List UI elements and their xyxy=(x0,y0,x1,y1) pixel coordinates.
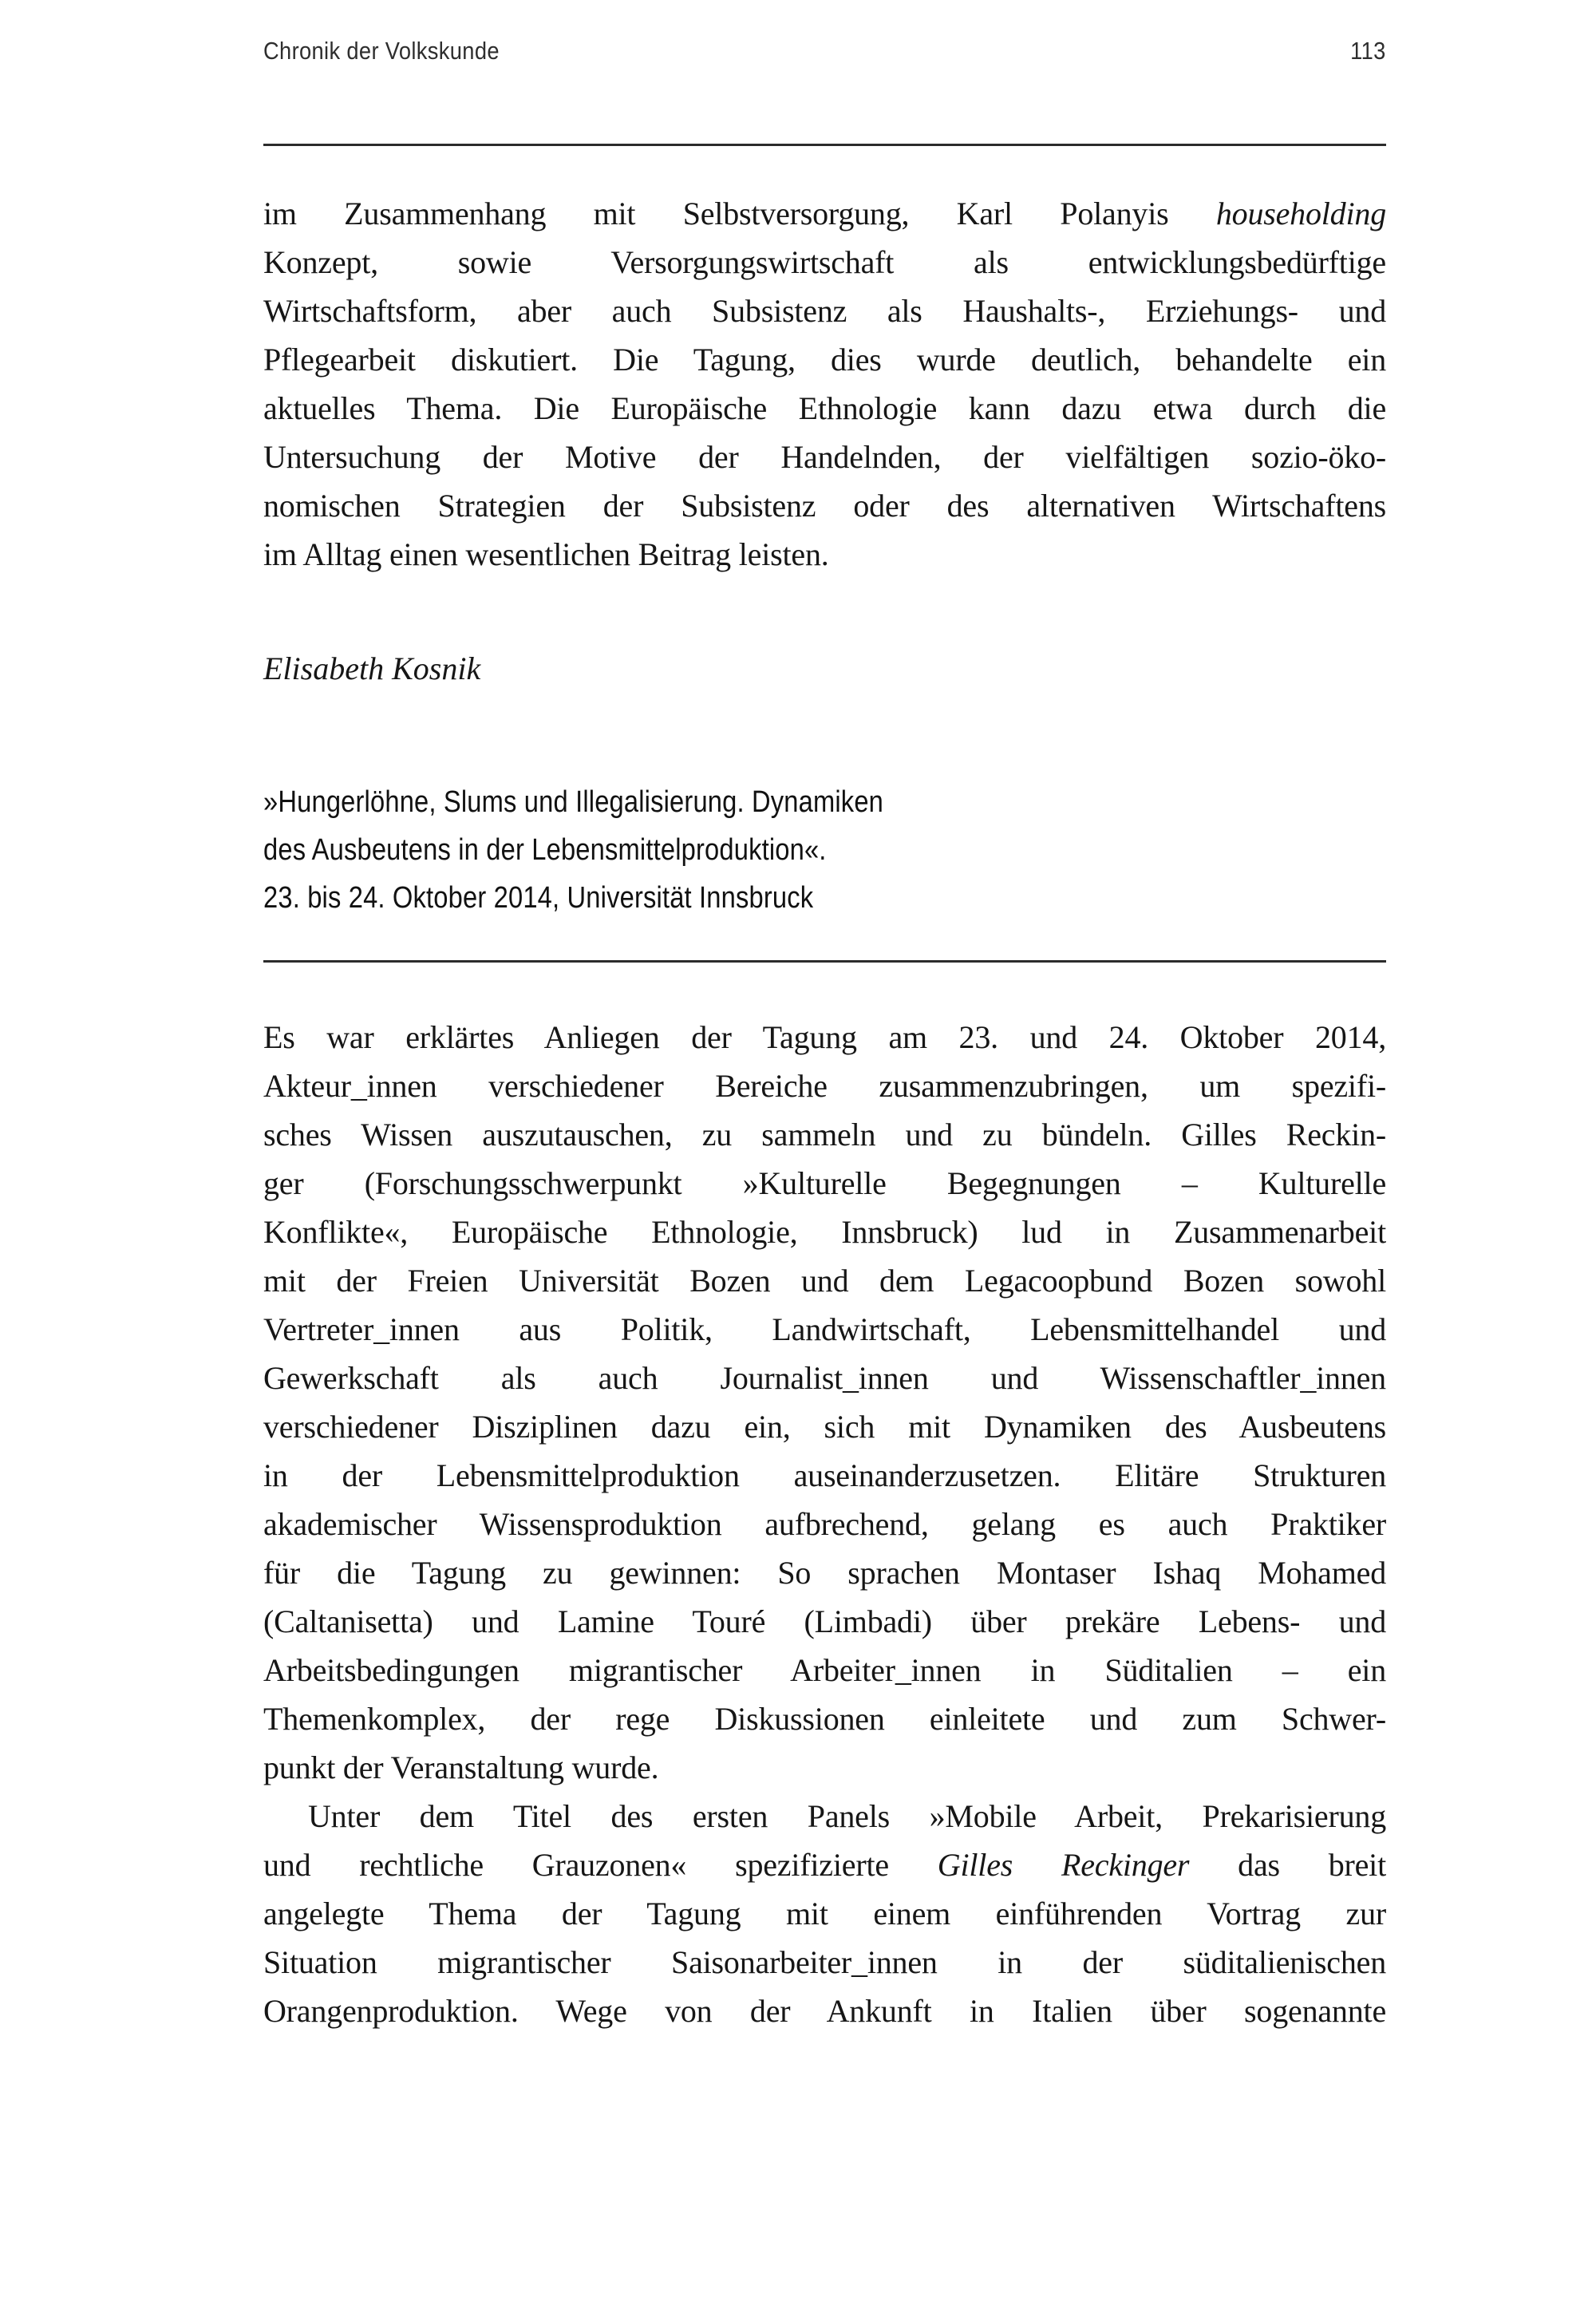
text-line xyxy=(263,287,1386,335)
text-segment: für die Tagung zu gewinnen: So sprachen Montaser Ishaq Mohamed xyxy=(263,1555,1386,1591)
text-line xyxy=(263,1597,1386,1646)
report-body-paragraph-1 xyxy=(263,1013,1386,1792)
text-line xyxy=(263,1305,1386,1354)
text-segment: punkt der Veranstaltung wurde. xyxy=(263,1750,659,1785)
text-line xyxy=(263,1694,1386,1743)
text-segment: akademischer Wissensproduktion aufbrechend, gelang es auch Praktiker xyxy=(263,1506,1386,1542)
text-line xyxy=(263,1208,1386,1256)
text-line xyxy=(263,189,1386,238)
text-line xyxy=(263,1256,1386,1305)
text-segment: (Caltanisetta) und Lamine Touré (Limbadi) über prekäre Lebens- und xyxy=(263,1603,1386,1639)
author-byline: Elisabeth Kosnik xyxy=(263,650,481,686)
text-line xyxy=(263,1451,1386,1500)
text-line xyxy=(263,1013,1386,1062)
text-line xyxy=(263,1743,1386,1792)
text-line xyxy=(263,1792,1386,1840)
title-line-1: »Hungerlöhne, Slums und Illegalisierung. Dynamiken xyxy=(263,785,884,819)
text-line xyxy=(263,530,1386,579)
text-segment: Themenkomplex, der rege Diskussionen einleitete und zum Schwer- xyxy=(263,1701,1386,1737)
text-segment: Gewerkschaft als auch Journalist_innen und Wissenschaftler_innen xyxy=(263,1360,1386,1396)
title-line-2: des Ausbeutens in der Lebensmittelproduktion«. xyxy=(263,833,827,867)
text-line xyxy=(263,384,1386,433)
text-line xyxy=(263,1500,1386,1548)
text-segment: aktuelles Thema. Die Europäische Ethnologie kann dazu etwa durch die xyxy=(263,390,1386,426)
text-segment: angelegte Thema der Tagung mit einem einführenden Vortrag zur xyxy=(263,1896,1386,1931)
text-line xyxy=(263,1110,1386,1159)
article-closing-paragraph xyxy=(263,189,1386,579)
text-segment: Vertreter_innen aus Politik, Landwirtschaft, Lebensmittelhandel und xyxy=(263,1311,1386,1347)
text-line xyxy=(263,1548,1386,1597)
text-segment: Pflegearbeit diskutiert. Die Tagung, dies wurde deutlich, behandelte ein xyxy=(263,342,1386,378)
text-segment: ger (Forschungsschwerpunkt »Kulturelle Begegnungen – Kulturelle xyxy=(263,1165,1386,1201)
text-line xyxy=(263,481,1386,530)
text-segment: Unter dem Titel des ersten Panels »Mobile Arbeit, Prekarisierung xyxy=(308,1798,1386,1834)
text-segment: sches Wissen auszutauschen, zu sammeln und zu bündeln. Gilles Reckin- xyxy=(263,1117,1386,1153)
text-line xyxy=(263,335,1386,384)
text-segment: Arbeitsbedingungen migrantischer Arbeiter_innen in Süditalien – ein xyxy=(263,1652,1386,1688)
text-segment: im Alltag einen wesentlichen Beitrag leisten. xyxy=(263,536,829,572)
text-line xyxy=(263,1840,1386,1889)
italic-text-segment: Gilles Reckinger xyxy=(937,1847,1190,1883)
title-line-3: 23. bis 24. Oktober 2014, Universität Innsbruck xyxy=(263,881,814,915)
italic-text-segment: householding xyxy=(1215,196,1386,231)
report-title xyxy=(263,778,1386,922)
text-line xyxy=(263,1646,1386,1694)
text-segment: verschiedener Disziplinen dazu ein, sich mit Dynamiken des Ausbeutens xyxy=(263,1409,1386,1445)
text-line xyxy=(263,1402,1386,1451)
text-segment: mit der Freien Universität Bozen und dem Legacoopbund Bozen sowohl xyxy=(263,1263,1386,1299)
text-line xyxy=(263,1159,1386,1208)
text-segment: Untersuchung der Motive der Handelnden, der vielfältigen sozio-öko- xyxy=(263,439,1386,475)
text-segment: Akteur_innen verschiedener Bereiche zusammenzubringen, um spezifi- xyxy=(263,1068,1386,1104)
text-segment: Es war erklärtes Anliegen der Tagung am 23. und 24. Oktober 2014, xyxy=(263,1019,1386,1055)
text-segment: im Zusammenhang mit Selbstversorgung, Karl Polanyis xyxy=(263,196,1216,231)
text-segment: Wirtschaftsform, aber auch Subsistenz als Haushalts-, Erziehungs- und xyxy=(263,293,1386,329)
text-segment: Situation migrantischer Saisonarbeiter_innen in der süditalienischen xyxy=(263,1944,1386,1980)
text-segment: das breit xyxy=(1189,1847,1387,1883)
running-title: Chronik der Volkskunde xyxy=(263,37,500,65)
text-segment: Konzept, sowie Versorgungswirtschaft als entwicklungsbedürftige xyxy=(263,244,1386,280)
text-segment: Konflikte«, Europäische Ethnologie, Innsbruck) lud in Zusammenarbeit xyxy=(263,1214,1386,1250)
text-line xyxy=(263,1987,1386,2035)
text-line xyxy=(263,1889,1386,1938)
header-rule xyxy=(263,144,1386,146)
text-segment: und rechtliche Grauzonen« spezifizierte xyxy=(263,1847,938,1883)
text-segment: in der Lebensmittelproduktion auseinanderzusetzen. Elitäre Strukturen xyxy=(263,1457,1386,1493)
page-number: 113 xyxy=(1350,37,1386,65)
text-line xyxy=(263,1062,1386,1110)
text-line xyxy=(263,433,1386,481)
report-body-paragraph-2 xyxy=(263,1792,1386,2035)
title-rule xyxy=(263,960,1386,963)
running-header xyxy=(263,37,1386,65)
text-line xyxy=(263,1354,1386,1402)
text-line xyxy=(263,1938,1386,1987)
text-line xyxy=(263,238,1386,287)
text-segment: Orangenproduktion. Wege von der Ankunft in Italien über sogenannte xyxy=(263,1993,1386,2029)
text-segment: nomischen Strategien der Subsistenz oder des alternativen Wirtschaftens xyxy=(263,488,1386,524)
